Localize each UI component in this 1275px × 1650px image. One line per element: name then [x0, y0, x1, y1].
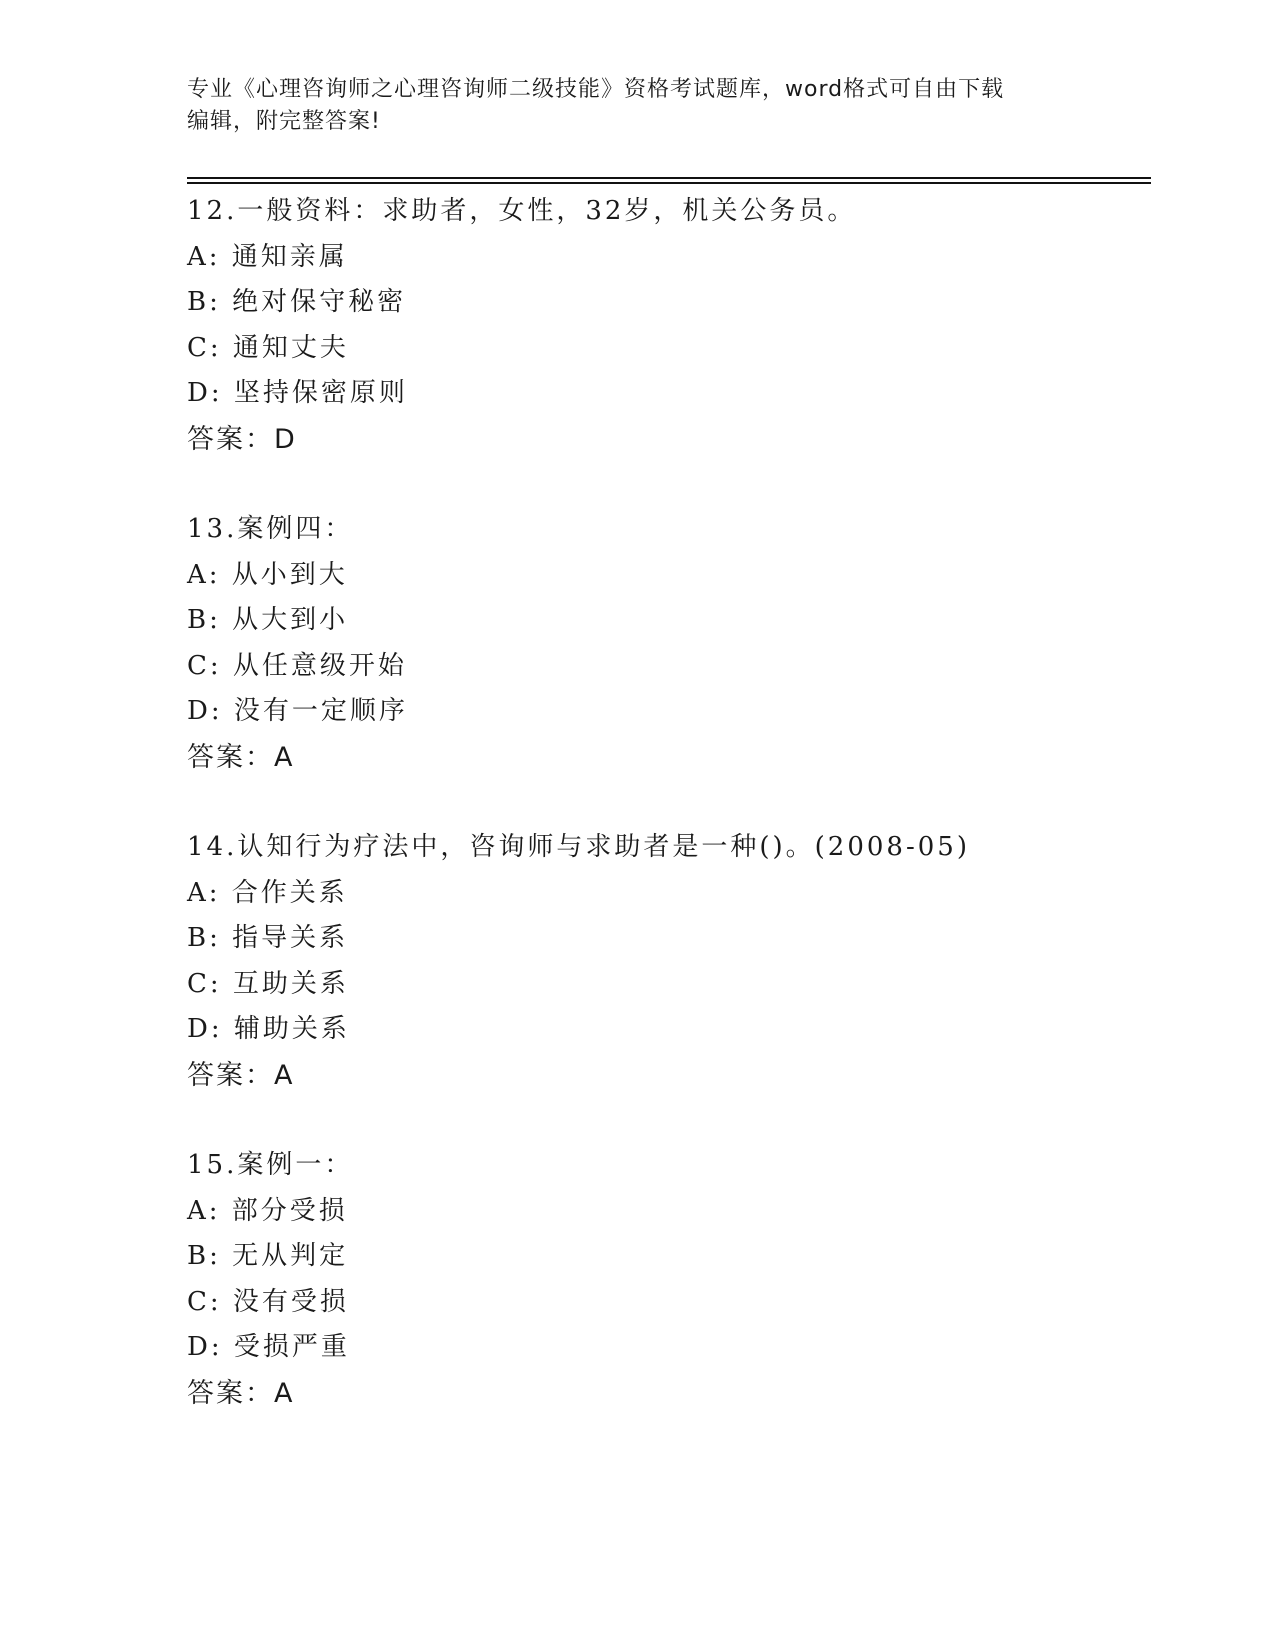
option-c: C: 没有受损 — [187, 1286, 349, 1317]
answer-label: 答案：D — [187, 423, 297, 455]
option-b: B: 无从判定 — [187, 1241, 349, 1271]
option-a: A: 通知亲属 — [187, 241, 348, 272]
header-line-1: 专业《心理咨询师之心理咨询师二级技能》资格考试题库，word格式可自由下载 — [187, 77, 1005, 102]
option-d: D: 受损严重 — [187, 1332, 350, 1362]
question-stem: 15.案例一： — [187, 1150, 354, 1180]
option-c: C: 从任意级开始 — [187, 650, 407, 681]
document-header — [187, 74, 1077, 138]
question-12 — [187, 189, 1147, 462]
header-divider-bottom — [187, 182, 1151, 184]
option-a: A: 部分受损 — [187, 1195, 348, 1226]
option-d: D: 没有一定顺序 — [187, 696, 408, 726]
question-stem: 12.一般资料：求助者，女性，32岁，机关公务员。 — [187, 196, 857, 226]
option-c: C: 互助关系 — [187, 968, 349, 999]
option-c: C: 通知丈夫 — [187, 332, 349, 363]
option-d: D: 坚持保密原则 — [187, 378, 408, 408]
option-b: B: 绝对保守秘密 — [187, 287, 407, 317]
option-a: A: 合作关系 — [187, 877, 348, 908]
option-d: D: 辅助关系 — [187, 1014, 350, 1044]
question-13 — [187, 507, 1147, 780]
option-b: B: 指导关系 — [187, 923, 349, 953]
question-stem: 14.认知行为疗法中，咨询师与求助者是一种()。(2008-05) — [187, 832, 970, 862]
header-divider-top — [187, 177, 1151, 179]
answer-label: 答案：A — [187, 741, 295, 773]
question-list — [187, 189, 1147, 1461]
option-b: B: 从大到小 — [187, 605, 349, 635]
question-15 — [187, 1143, 1147, 1416]
answer-label: 答案：A — [187, 1377, 295, 1409]
option-a: A: 从小到大 — [187, 559, 348, 590]
question-stem: 13.案例四： — [187, 514, 354, 544]
header-line-2: 编辑，附完整答案! — [187, 109, 381, 134]
answer-label: 答案：A — [187, 1059, 295, 1091]
question-14 — [187, 825, 1147, 1098]
